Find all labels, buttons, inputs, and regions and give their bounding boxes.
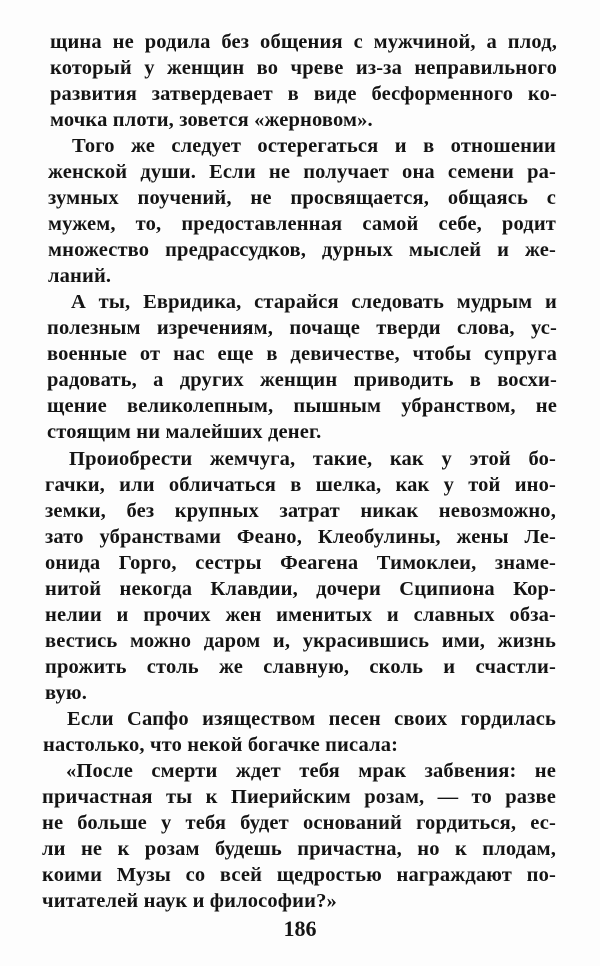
text-line: мужем, то, предоставленная самой себе, родит [48,213,556,235]
text-line: развития затвердевает в виде бесформенного ко- [50,83,557,105]
text-line: А ты, Евридика, старайся следовать мудрым и [71,291,557,313]
text-line: Если Сапфо изяществом песен своих гордилась [67,708,556,730]
text-line: нитой некогда Клавдии, дочери Сципиона Кор- [45,578,556,600]
text-line: стоящим ни малейших денег. [47,421,322,443]
text-line: Проиобрести жемчуга, такие, как у этой бо- [69,448,556,470]
text-line: онида Горго, сестры Феагена Тимоклеи, знаме- [45,552,556,574]
text-line: ланий. [48,265,112,287]
text-line: мочка плоти, зовется «жерновом». [50,109,373,131]
text-line: щение великолепным, пышным убранством, не [47,395,557,417]
text-line: причастная ты к Пиерийским розам, — то разве [42,786,556,808]
text-line: вестись можно даром и, украсившись ими, жизнь [45,630,556,652]
text-line: нелии и прочих жен именитых и славных обза- [45,604,556,626]
text-line: который у женщин во чреве из-за неправильного [50,57,557,79]
text-line: вую. [45,682,88,704]
text-line: радовать, а других женщин приводить в восхи- [47,369,557,391]
text-line: множество предрассудков, дурных мыслей и же- [48,239,556,261]
page-number: 186 [283,916,317,941]
text-line: зумных поучений, не просвящается, общаясь с [48,187,556,209]
text-line: зато убранствами Феано, Клеобулины, жены Ле- [45,526,556,548]
text-line: коими Музы со всей щедростью награждают по- [42,864,556,886]
text-line: женской души. Если не получает она семени ра- [48,161,556,183]
text-line: гачки, или обличаться в шелка, как у той ино- [45,474,556,496]
text-line: ли не к розам будешь причастна, но к плодам, [42,838,556,860]
text-line: военные от нас еще в девичестве, чтобы супруга [47,343,557,365]
text-line: полезным изречениям, почаще тверди слова, ус- [47,317,557,339]
text-line: читателей наук и философии?» [42,890,337,912]
text-line: прожить столь же славную, сколь и счастли- [45,656,556,678]
text-line: не больше у тебя будет оснований гордиться, ес- [42,812,556,834]
text-line: земки, без крупных затрат никак невозможно, [45,500,556,522]
text-line: щина не родила без общения с мужчиной, а плод, [50,31,557,53]
text-line: настолько, что некой богачке писала: [43,734,399,756]
text-line: «После смерти ждет тебя мрак забвения: не [66,760,556,782]
text-line: Того же следует остерегаться и в отношении [72,135,556,157]
